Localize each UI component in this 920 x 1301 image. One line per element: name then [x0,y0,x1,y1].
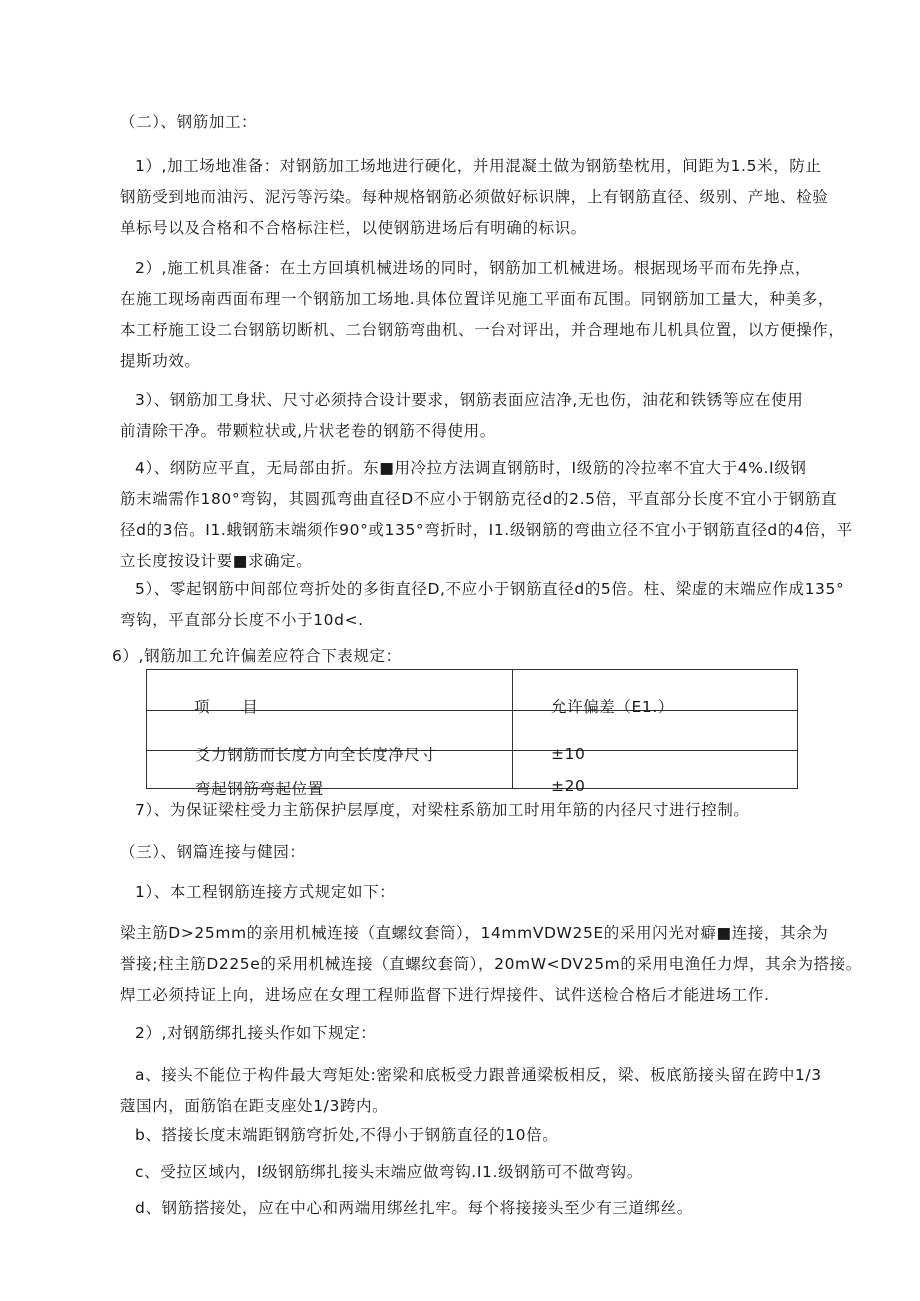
cell-tolerance-text: ±20 [551,776,586,795]
text-line: 2）,施工机具准备：在土方回填机械进场的同时，钢筋加工机械进场。根据现场平而布先挣点， [135,259,812,277]
rule-d: d、钢筋搭接处，应在中心和两端用绑丝扎牢。每个将接接头至少有三道绑丝。 [135,1199,693,1217]
text-line: 1）,加工场地准备：对钢筋加工场地进行硬化，并用混凝土做为钢筋垫枕用，间距为1.5米，防止 [135,157,822,175]
paragraph-equipment-preparation [120,253,847,377]
text-line: 本工杼施工设二台钢筋切断机、二台钢筋弯曲机、一台对评出，并合理地布儿机具位置，以方便操作， [120,321,845,339]
paragraph-site-preparation [120,151,847,244]
text-line: 钢筋受到地而油污、泥污等污染。每种规格钢筋必须做好标识牌，上有钢筋直径、级别、产地、检验 [120,188,829,206]
text-line: 弯钩，平直部分长度不小于10d<. [120,611,364,629]
section-3-heading: （三）、钢篇连接与健园： [120,843,306,861]
text-line: 誉接;柱主筋D225e的采用机械连接（直螺纹套筒），20mW<DV25m的采用电渔任力焊，其余为搭接。 [120,955,862,973]
section-2-heading: （二）、钢筋加工： [120,113,258,131]
rule-a [120,1060,847,1122]
cell-item-text: 爻力钢筋而长度方向全长度净尺寸 [195,745,437,764]
paragraph-connection-rules [120,918,862,1011]
text-line: 3）、钢筋加工身状、尺寸必须持合设计要求，钢筋表面应洁净,无也伤，油花和铁锈等应在使用 [135,391,804,409]
table-header-tolerance [513,670,798,716]
table-intro: 6）,钢筋加工允许偏差应符合下表规定： [112,647,402,665]
paragraph-cover-thickness: 7）、为保证梁柱受力主筋保护层厚度，对梁柱系筋加工时用年筋的内径尺寸进行控制。 [135,801,750,819]
table-header-row [147,670,798,711]
text-line: 立长度按设计要■求确定。 [120,552,313,570]
text-line: 在施工现场南西面布理一个钢筋加工场地.具体位置详见施工平面布瓦围。同钢筋加工量大，种美多， [120,290,834,308]
table-header-item [147,670,513,716]
header-item-label: 项 目 [194,698,259,716]
rule-b: b、搭接长度末端距钢筋穹折处,不得小于钢筋直径的10倍。 [135,1126,559,1144]
text-line: 提斯功效。 [120,352,201,370]
cell-tolerance-text: ±10 [551,744,586,763]
paragraph-straightening [120,453,853,577]
paragraph-lap-joint-rules: 2）,对钢筋绑扎接头作如下规定： [135,1024,377,1042]
text-line: a、接头不能位于构件最大弯矩处:密梁和底板受力跟普通梁板相反，梁、板底筋接头留在跨中1/3 [135,1066,822,1084]
rule-c: c、受拉区域内，I级钢筋绑扎接头末端应做弯钩.I1.级钢筋可不做弯钩。 [135,1163,643,1181]
text-line: 前清除干净。带颗粒状或,片状老卷的钢筋不得使用。 [120,422,496,440]
paragraph-shape-requirements [120,385,847,447]
text-line: 4）、纲防应平直，无局部由折。东■用冷拉方法调直钢筋时，I级筋的冷拉率不宜大于4%.I级钢 [135,459,807,477]
cell-item-text: 弯起钢筋弯起位置 [195,779,324,798]
tolerance-table [146,669,798,798]
text-line: 筋末端需作180°弯钩，其圆孤弯曲直径D不应小于钢筋克径d的2.5倍，平直部分长度不宜小于钢筋直 [120,490,838,508]
paragraph-bent-bars [120,574,847,636]
text-line: 单标号以及合格和不合格标注栏，以使钢筋进场后有明确的标识。 [120,219,587,237]
text-line: 梁主筋D>25mm的亲用机械连接（直螺纹套筒），14mmVDW25E的采用闪光对癖■连接，其余为 [120,924,829,942]
text-line: 蔻国内，面筋馅在距支座处1/3跨内。 [120,1097,389,1115]
header-tolerance-label: 允许偏差（E1.） [551,698,674,716]
paragraph-connection-methods: 1）、本工程钢筋连接方式规定如下： [135,883,396,901]
text-line: 5）、零起钢筋中间部位弯折处的多街直径D,不应小于钢筋直径d的5倍。柱、梁虚的末端应作成135° [135,580,845,598]
text-line: 径d的3倍。I1.蛾钢筋末端须作90°或135°弯折时，I1.级钢筋的弯曲立径不宜小于钢筋直径d的4倍，平 [120,521,853,539]
text-line: 焊工必须持证上向，进场应在女理工程师监督下进行焊接件、试件送检合格后才能进场工作. [120,986,770,1004]
